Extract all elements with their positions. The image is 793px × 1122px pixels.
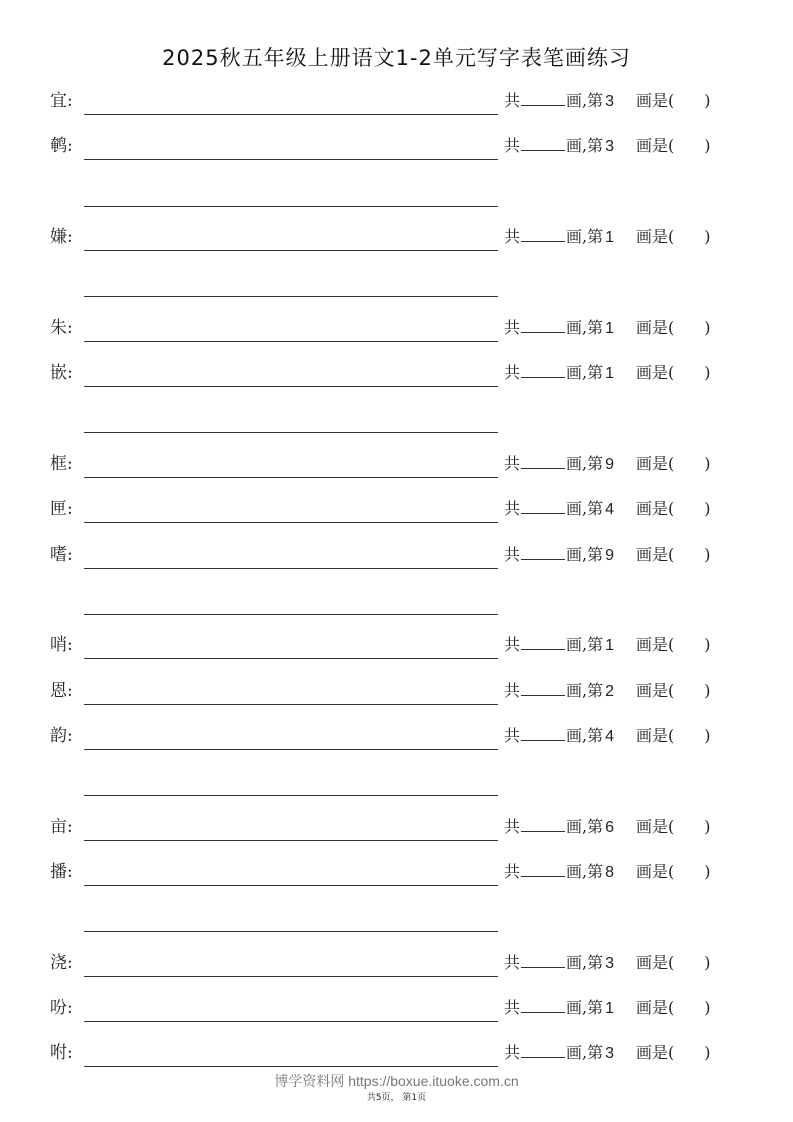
stroke-count-blank[interactable] — [521, 318, 565, 333]
stroke-order-answer-line[interactable] — [84, 568, 498, 569]
stroke-count-blank[interactable] — [521, 227, 565, 242]
stroke-order-answer-line[interactable] — [84, 341, 498, 342]
character-label — [50, 358, 73, 383]
character: 亩 — [50, 816, 67, 837]
total-label: 共 — [504, 453, 521, 473]
character: 宜 — [50, 91, 67, 111]
close-paren: ) — [704, 1043, 711, 1063]
stroke-count-blank[interactable] — [521, 91, 565, 106]
practice-row — [0, 720, 793, 750]
practice-row — [0, 992, 793, 1022]
character-label — [50, 222, 73, 247]
nth-stroke-number: 3 — [605, 954, 615, 972]
total-label: 共 — [504, 544, 521, 564]
character: 匣 — [50, 499, 67, 520]
character-label — [50, 812, 73, 837]
stroke-is-label: 画是( — [636, 453, 675, 473]
nth-label: 第 — [587, 635, 604, 655]
close-paren: ) — [704, 725, 711, 745]
stroke-is-label: 画是( — [636, 227, 675, 247]
practice-row — [0, 312, 793, 342]
stroke-suffix-label: 画, — [566, 635, 588, 655]
character: 朱 — [50, 317, 67, 338]
stroke-is-label: 画是( — [636, 725, 675, 745]
stroke-order-answer-line[interactable] — [84, 250, 498, 251]
total-label: 共 — [504, 1043, 521, 1063]
nth-stroke-number: 3 — [605, 93, 615, 110]
character-label — [50, 494, 73, 519]
nth-label: 第 — [587, 499, 604, 519]
close-paren: ) — [704, 544, 711, 564]
stroke-suffix-label: 画, — [566, 998, 588, 1017]
stroke-info — [504, 315, 711, 338]
nth-label: 第 — [587, 227, 604, 247]
close-paren: ) — [704, 998, 711, 1017]
stroke-count-blank[interactable] — [521, 363, 565, 378]
nth-label: 第 — [587, 317, 604, 337]
continuation-answer-line[interactable] — [84, 432, 498, 433]
colon: : — [67, 861, 73, 882]
nth-stroke-number: 3 — [605, 138, 615, 156]
nth-stroke-number: 6 — [605, 818, 615, 836]
stroke-suffix-label: 画, — [566, 91, 588, 110]
stroke-is-label: 画是( — [636, 952, 675, 972]
colon: : — [67, 725, 73, 746]
nth-stroke-number: 1 — [605, 1000, 615, 1017]
colon: : — [67, 453, 73, 474]
character: 哨 — [50, 635, 67, 656]
character-label — [50, 676, 73, 701]
nth-stroke-number: 9 — [605, 455, 615, 473]
stroke-suffix-label: 画, — [566, 499, 588, 519]
practice-row — [0, 947, 793, 977]
colon: : — [67, 680, 73, 701]
nth-label: 第 — [587, 816, 604, 836]
stroke-count-blank[interactable] — [521, 1043, 565, 1058]
stroke-info — [504, 995, 711, 1018]
stroke-suffix-label: 画, — [566, 952, 588, 972]
character: 框 — [50, 453, 67, 474]
practice-row — [0, 357, 793, 387]
character-label — [50, 313, 73, 338]
character: 咐 — [50, 1043, 67, 1064]
close-paren: ) — [704, 363, 711, 383]
character-label — [50, 721, 73, 746]
close-paren: ) — [704, 816, 711, 836]
stroke-info — [504, 723, 711, 746]
stroke-count-blank[interactable] — [521, 136, 565, 151]
stroke-count-blank[interactable] — [521, 499, 565, 514]
practice-row — [0, 539, 793, 569]
stroke-order-answer-line[interactable] — [84, 114, 498, 115]
close-paren: ) — [704, 952, 711, 972]
close-paren: ) — [704, 136, 711, 156]
character: 播 — [50, 861, 67, 882]
stroke-info — [504, 224, 711, 247]
colon: : — [67, 363, 73, 384]
nth-label: 第 — [587, 363, 604, 383]
practice-row — [0, 1037, 793, 1067]
colon: : — [67, 952, 73, 973]
nth-label: 第 — [587, 544, 604, 564]
stroke-count-blank[interactable] — [521, 998, 565, 1013]
colon: : — [67, 998, 73, 1018]
stroke-suffix-label: 画, — [566, 816, 588, 836]
stroke-is-label: 画是( — [636, 544, 675, 564]
stroke-order-answer-line[interactable] — [84, 159, 498, 160]
practice-row — [0, 629, 793, 659]
close-paren: ) — [704, 680, 711, 700]
continuation-answer-line[interactable] — [84, 931, 498, 932]
close-paren: ) — [704, 861, 711, 881]
stroke-suffix-label: 画, — [566, 136, 588, 156]
close-paren: ) — [704, 499, 711, 519]
practice-row — [0, 221, 793, 251]
total-label: 共 — [504, 227, 521, 247]
character: 浇 — [50, 952, 67, 973]
colon: : — [67, 816, 73, 837]
stroke-info — [504, 360, 711, 383]
nth-stroke-number: 1 — [605, 637, 615, 655]
stroke-suffix-label: 画, — [566, 544, 588, 564]
stroke-suffix-label: 画, — [566, 1043, 588, 1063]
stroke-suffix-label: 画, — [566, 725, 588, 745]
nth-label: 第 — [587, 91, 604, 110]
stroke-order-answer-line[interactable] — [84, 704, 498, 705]
stroke-is-label: 画是( — [636, 998, 675, 1017]
nth-stroke-number: 1 — [605, 229, 615, 247]
total-label: 共 — [504, 816, 521, 836]
stroke-count-blank[interactable] — [521, 862, 565, 877]
stroke-is-label: 画是( — [636, 136, 675, 156]
character: 吩 — [50, 998, 67, 1018]
colon: : — [67, 1043, 73, 1064]
nth-label: 第 — [587, 453, 604, 473]
stroke-count-blank[interactable] — [521, 545, 565, 560]
stroke-order-answer-line[interactable] — [84, 840, 498, 841]
stroke-is-label: 画是( — [636, 861, 675, 881]
close-paren: ) — [704, 635, 711, 655]
character-label — [50, 857, 73, 882]
stroke-count-blank[interactable] — [521, 635, 565, 650]
stroke-suffix-label: 画, — [566, 453, 588, 473]
nth-label: 第 — [587, 998, 604, 1017]
character-label — [50, 131, 73, 156]
nth-label: 第 — [587, 725, 604, 745]
close-paren: ) — [704, 453, 711, 473]
character-label — [50, 86, 73, 111]
nth-label: 第 — [587, 952, 604, 972]
stroke-info — [504, 1040, 711, 1063]
stroke-suffix-label: 画, — [566, 680, 588, 700]
nth-label: 第 — [587, 861, 604, 881]
stroke-suffix-label: 画, — [566, 227, 588, 247]
nth-stroke-number: 2 — [605, 682, 615, 700]
stroke-order-answer-line[interactable] — [84, 477, 498, 478]
colon: : — [67, 499, 73, 520]
total-label: 共 — [504, 952, 521, 972]
colon: : — [67, 544, 73, 565]
total-label: 共 — [504, 861, 521, 881]
stroke-info — [504, 542, 711, 565]
character-label — [50, 993, 73, 1018]
stroke-info — [504, 859, 711, 882]
stroke-info — [504, 88, 711, 111]
nth-stroke-number: 1 — [605, 319, 615, 337]
footer-page-number: 共5页， 第1页 — [366, 1093, 427, 1103]
colon: : — [67, 227, 73, 248]
close-paren: ) — [704, 91, 711, 110]
colon: : — [67, 635, 73, 656]
character: 嫌 — [50, 227, 67, 248]
stroke-is-label: 画是( — [636, 317, 675, 337]
stroke-info — [504, 678, 711, 701]
continuation-answer-line[interactable] — [84, 795, 498, 796]
stroke-order-answer-line[interactable] — [84, 885, 498, 886]
stroke-count-blank[interactable] — [521, 681, 565, 696]
close-paren: ) — [704, 227, 711, 247]
nth-stroke-number: 1 — [605, 365, 615, 383]
stroke-order-answer-line[interactable] — [84, 1021, 498, 1022]
character: 鹌 — [50, 136, 67, 157]
total-label: 共 — [504, 680, 521, 700]
practice-row — [0, 675, 793, 705]
stroke-count-blank[interactable] — [521, 817, 565, 832]
nth-label: 第 — [587, 1043, 604, 1063]
total-label: 共 — [504, 136, 521, 156]
total-label: 共 — [504, 725, 521, 745]
stroke-count-blank[interactable] — [521, 454, 565, 469]
stroke-suffix-label: 画, — [566, 363, 588, 383]
nth-label: 第 — [587, 680, 604, 700]
stroke-info — [504, 496, 711, 519]
stroke-order-answer-line[interactable] — [84, 1066, 498, 1067]
colon: : — [67, 317, 73, 338]
character-label — [50, 1038, 73, 1063]
practice-row — [0, 448, 793, 478]
total-label: 共 — [504, 499, 521, 519]
practice-row — [0, 811, 793, 841]
stroke-info — [504, 451, 711, 474]
stroke-info — [504, 632, 711, 655]
character: 恩 — [50, 680, 67, 701]
nth-stroke-number: 8 — [605, 863, 615, 881]
total-label: 共 — [504, 91, 521, 110]
practice-row — [0, 856, 793, 886]
nth-stroke-number: 4 — [605, 727, 615, 745]
nth-label: 第 — [587, 136, 604, 156]
total-label: 共 — [504, 635, 521, 655]
stroke-is-label: 画是( — [636, 680, 675, 700]
stroke-is-label: 画是( — [636, 363, 675, 383]
continuation-answer-line[interactable] — [84, 296, 498, 297]
nth-stroke-number: 3 — [605, 1045, 615, 1063]
stroke-order-answer-line[interactable] — [84, 976, 498, 977]
stroke-is-label: 画是( — [636, 816, 675, 836]
stroke-is-label: 画是( — [636, 635, 675, 655]
total-label: 共 — [504, 998, 521, 1017]
stroke-info — [504, 133, 711, 156]
stroke-info — [504, 950, 711, 973]
stroke-suffix-label: 画, — [566, 861, 588, 881]
colon: : — [67, 91, 73, 111]
character-label — [50, 540, 73, 565]
stroke-order-answer-line[interactable] — [84, 386, 498, 387]
character: 嗜 — [50, 544, 67, 565]
practice-row — [0, 130, 793, 160]
stroke-order-answer-line[interactable] — [84, 749, 498, 750]
total-label: 共 — [504, 317, 521, 337]
stroke-info — [504, 814, 711, 837]
stroke-is-label: 画是( — [636, 91, 675, 110]
character-label — [50, 630, 73, 655]
stroke-order-answer-line[interactable] — [84, 658, 498, 659]
practice-row — [0, 85, 793, 115]
stroke-count-blank[interactable] — [521, 953, 565, 968]
character: 嵌 — [50, 363, 67, 384]
footer-site-watermark: 博学资料网 https://boxue.ituoke.com.cn — [274, 1073, 519, 1089]
stroke-count-blank[interactable] — [521, 726, 565, 741]
continuation-answer-line[interactable] — [84, 614, 498, 615]
stroke-is-label: 画是( — [636, 1043, 675, 1063]
colon: : — [67, 136, 73, 157]
character: 韵 — [50, 725, 67, 746]
page-title: 2025秋五年级上册语文1-2单元写字表笔画练习 — [162, 46, 631, 70]
stroke-is-label: 画是( — [636, 499, 675, 519]
stroke-order-answer-line[interactable] — [84, 522, 498, 523]
total-label: 共 — [504, 363, 521, 383]
character-label — [50, 449, 73, 474]
nth-stroke-number: 9 — [605, 546, 615, 564]
continuation-answer-line[interactable] — [84, 206, 498, 207]
practice-row — [0, 493, 793, 523]
close-paren: ) — [704, 317, 711, 337]
stroke-suffix-label: 画, — [566, 317, 588, 337]
nth-stroke-number: 4 — [605, 501, 615, 519]
character-label — [50, 948, 73, 973]
